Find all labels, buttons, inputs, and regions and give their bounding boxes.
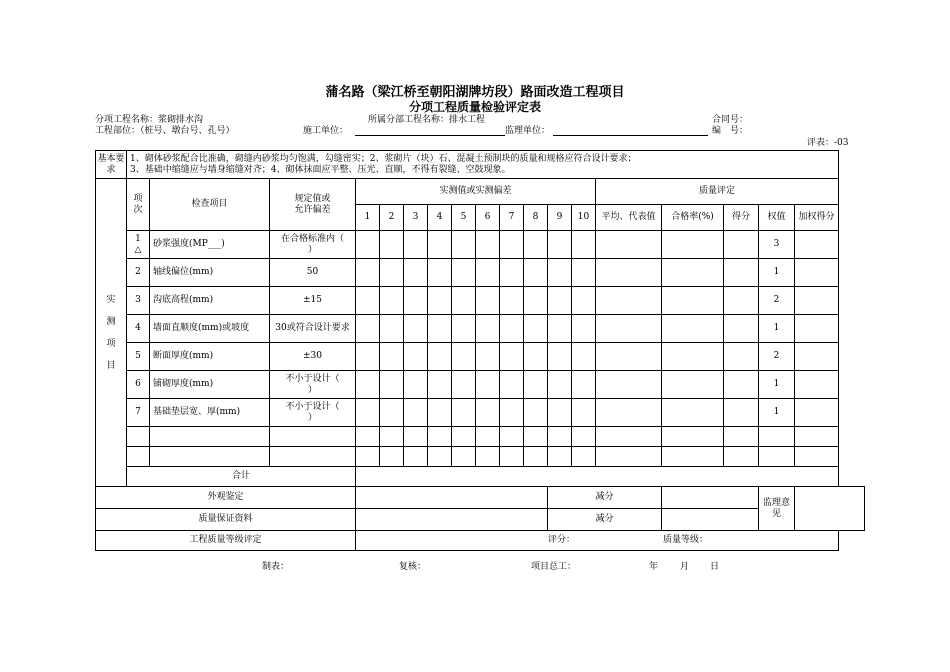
supervisor-opinion-label: 监理意见: [759, 487, 795, 531]
measured-values-header: 实测值或实测偏差: [356, 179, 596, 205]
measure-cell[interactable]: [548, 447, 572, 467]
footer-made-by: 制表：: [262, 562, 290, 572]
measure-cell[interactable]: [500, 447, 524, 467]
measure-cell[interactable]: [428, 371, 452, 399]
measure-cell[interactable]: [572, 371, 596, 399]
measure-cell[interactable]: [548, 343, 572, 371]
measure-cell[interactable]: [476, 427, 500, 447]
spec-cell[interactable]: [270, 447, 356, 467]
weight-cell[interactable]: [759, 447, 795, 467]
score-cell[interactable]: [724, 399, 759, 427]
weight-value: 1: [759, 259, 795, 287]
measure-cell[interactable]: [404, 287, 428, 315]
measure-cell[interactable]: [548, 287, 572, 315]
spec-value: [270, 399, 356, 427]
score-cell[interactable]: [724, 371, 759, 399]
spec-value-text: 在合格标准内（: [280, 233, 344, 244]
weight-value: 2: [759, 343, 795, 371]
measure-cell[interactable]: [356, 447, 380, 467]
measured-items-text: 实测项目: [106, 294, 116, 371]
pass-rate-cell[interactable]: [662, 427, 724, 447]
supervisor-opinion-cell[interactable]: [795, 487, 865, 531]
weighted-score-cell[interactable]: [795, 371, 839, 399]
spec-value: [270, 231, 356, 259]
measure-cell[interactable]: [524, 447, 548, 467]
weighted-score-cell[interactable]: [795, 427, 839, 447]
avg-cell[interactable]: [596, 427, 662, 447]
measure-cell[interactable]: [452, 399, 476, 427]
spec-value-text: 不小于设计（: [285, 401, 340, 412]
check-item-name: 轴线偏位(mm): [150, 259, 270, 287]
pass-rate-cell[interactable]: [662, 231, 724, 259]
measure-cell[interactable]: [500, 343, 524, 371]
measure-cell[interactable]: [524, 315, 548, 343]
quality-docs-deduct-label: 减分: [548, 509, 662, 531]
spec-value-text: ）: [307, 384, 317, 395]
item-no: 6: [127, 371, 150, 399]
item-no: 5: [127, 343, 150, 371]
measure-col-2: 2: [380, 205, 404, 231]
check-item-name: 砂浆强度(MP___): [150, 231, 270, 259]
measure-cell[interactable]: [476, 287, 500, 315]
weighted-score-cell[interactable]: [795, 315, 839, 343]
item-no: 2: [127, 259, 150, 287]
form-number-label: 编 号：: [712, 126, 749, 136]
weight-value: 1: [759, 315, 795, 343]
avg-cell[interactable]: [596, 287, 662, 315]
check-item-cell[interactable]: [150, 447, 270, 467]
score-cell[interactable]: [724, 447, 759, 467]
item-no-text: 1: [135, 233, 141, 244]
measure-cell[interactable]: [476, 343, 500, 371]
score-header: 得分: [724, 205, 759, 231]
measure-cell[interactable]: [548, 427, 572, 447]
weight-value: 1: [759, 371, 795, 399]
measure-cell[interactable]: [380, 287, 404, 315]
footer-month: 月: [680, 562, 690, 572]
quality-eval-header: 质量评定: [596, 179, 839, 205]
quality-docs-label: 质量保证资料: [96, 509, 356, 531]
appearance-deduct-label: 减分: [548, 487, 662, 509]
measure-col-3: 3: [404, 205, 428, 231]
measure-cell[interactable]: [572, 287, 596, 315]
basic-requirements-text: [127, 151, 839, 179]
measure-col-6: 6: [476, 205, 500, 231]
measure-cell[interactable]: [356, 287, 380, 315]
footer-year: 年: [649, 562, 659, 572]
measure-cell[interactable]: [380, 315, 404, 343]
measure-cell[interactable]: [572, 399, 596, 427]
basic-requirement-line: 1、砌体砂浆配合比准确，砌缝内砂浆均匀饱满，勾缝密实；2、浆砌片（块）石、混凝土预制块的质量和规格应符合设计要求；: [130, 153, 637, 164]
measure-cell[interactable]: [500, 427, 524, 447]
measure-cell[interactable]: [548, 371, 572, 399]
score-cell[interactable]: [724, 287, 759, 315]
measure-cell[interactable]: [572, 231, 596, 259]
pass-rate-cell[interactable]: [662, 259, 724, 287]
measure-cell[interactable]: [356, 315, 380, 343]
measure-cell[interactable]: [404, 427, 428, 447]
check-item-cell[interactable]: [150, 427, 270, 447]
measure-cell[interactable]: [452, 259, 476, 287]
spec-value-text: 不小于设计（: [285, 373, 340, 384]
measure-cell[interactable]: [500, 399, 524, 427]
measure-cell[interactable]: [452, 371, 476, 399]
weighted-score-header: 加权得分: [795, 205, 839, 231]
appearance-label: 外观鉴定: [96, 487, 356, 509]
avg-header: 平均、代表值: [596, 205, 662, 231]
project-location-label: 工程部位：（桩号、墩台号、孔号）: [95, 126, 235, 136]
appearance-cell[interactable]: [356, 487, 548, 509]
avg-cell[interactable]: [596, 231, 662, 259]
grade-label: 工程质量等级评定: [96, 531, 356, 551]
document-title: 蒲名路（梁江桥至朝阳湖牌坊段）路面改造工程项目: [325, 85, 625, 100]
spec-value: ±15: [270, 287, 356, 315]
score-cell[interactable]: [724, 259, 759, 287]
measure-cell[interactable]: [356, 399, 380, 427]
total-value-cell[interactable]: [356, 467, 839, 487]
score-cell[interactable]: [724, 315, 759, 343]
measure-col-4: 4: [428, 205, 452, 231]
item-no: [127, 231, 150, 259]
spec-header-line: 规定值或: [294, 193, 331, 204]
measure-cell[interactable]: [428, 315, 452, 343]
measure-cell[interactable]: [572, 259, 596, 287]
measure-cell[interactable]: [500, 315, 524, 343]
basic-requirement-line: 3、基础中缩缝应与墙身缩缝对齐；4、砌体抹面应平整、压光、直顺，不得有裂缝、空鼓现象。: [130, 164, 511, 175]
total-label: 合计: [127, 467, 356, 487]
measure-col-8: 8: [524, 205, 548, 231]
quality-grade-label: 质量等级：: [663, 535, 709, 545]
measure-col-5: 5: [452, 205, 476, 231]
measure-col-7: 7: [500, 205, 524, 231]
measure-cell[interactable]: [524, 399, 548, 427]
item-no: 3: [127, 287, 150, 315]
spec-value: 30或符合设计要求: [270, 315, 356, 343]
spec-header-line: 允许偏差: [294, 204, 331, 215]
weight-value: 1: [759, 399, 795, 427]
form-code: 评表：-03: [807, 138, 849, 148]
footer-day: 日: [710, 562, 720, 572]
measure-cell[interactable]: [524, 231, 548, 259]
measure-cell[interactable]: [380, 343, 404, 371]
avg-cell[interactable]: [596, 447, 662, 467]
measure-cell[interactable]: [524, 371, 548, 399]
pass-rate-cell[interactable]: [662, 315, 724, 343]
measure-cell[interactable]: [572, 447, 596, 467]
measure-cell[interactable]: [500, 371, 524, 399]
measure-cell[interactable]: [524, 343, 548, 371]
measure-cell[interactable]: [428, 399, 452, 427]
measure-col-9: 9: [548, 205, 572, 231]
measure-cell[interactable]: [428, 259, 452, 287]
spec-value-text: ）: [307, 244, 317, 255]
measure-cell[interactable]: [380, 371, 404, 399]
check-item-header: 检查项目: [150, 179, 270, 231]
measure-cell[interactable]: [476, 315, 500, 343]
measure-cell[interactable]: [452, 427, 476, 447]
weighted-score-cell[interactable]: [795, 447, 839, 467]
spec-value: 50: [270, 259, 356, 287]
footer-reviewer: 复核：: [399, 562, 427, 572]
supervisor-underline: [553, 135, 708, 136]
measure-cell[interactable]: [380, 427, 404, 447]
measure-col-10: 10: [572, 205, 596, 231]
spec-value: ±30: [270, 343, 356, 371]
measure-cell[interactable]: [404, 371, 428, 399]
pass-rate-cell[interactable]: [662, 399, 724, 427]
measure-cell[interactable]: [524, 427, 548, 447]
measure-cell[interactable]: [380, 231, 404, 259]
measure-cell[interactable]: [356, 371, 380, 399]
measure-cell[interactable]: [404, 231, 428, 259]
measure-cell[interactable]: [452, 287, 476, 315]
pass-rate-cell[interactable]: [662, 371, 724, 399]
quality-docs-cell[interactable]: [356, 509, 548, 531]
spec-value: [270, 371, 356, 399]
weighted-score-cell[interactable]: [795, 231, 839, 259]
check-item-name: 铺砌厚度(mm): [150, 371, 270, 399]
measure-cell[interactable]: [452, 231, 476, 259]
weighted-score-cell[interactable]: [795, 343, 839, 371]
weight-header: 权值: [759, 205, 795, 231]
measure-cell[interactable]: [476, 399, 500, 427]
measure-cell[interactable]: [404, 399, 428, 427]
item-no: 4: [127, 315, 150, 343]
measure-cell[interactable]: [572, 315, 596, 343]
measure-cell[interactable]: [428, 427, 452, 447]
spec-header: [270, 179, 356, 231]
avg-cell[interactable]: [596, 343, 662, 371]
empty-cell: [127, 447, 150, 467]
measure-cell[interactable]: [572, 427, 596, 447]
contractor-label: 施工单位：: [303, 126, 349, 136]
pass-rate-header: 合格率(%): [662, 205, 724, 231]
contractor-underline: [355, 135, 505, 136]
measure-cell[interactable]: [500, 287, 524, 315]
measure-col-1: 1: [356, 205, 380, 231]
weight-cell[interactable]: [759, 427, 795, 447]
item-no-header-text: 项次: [133, 193, 143, 215]
measure-cell[interactable]: [428, 447, 452, 467]
measure-cell[interactable]: [452, 447, 476, 467]
measure-cell[interactable]: [548, 399, 572, 427]
spec-cell[interactable]: [270, 427, 356, 447]
spec-value-text: ）: [307, 412, 317, 423]
weight-value: 3: [759, 231, 795, 259]
measure-cell[interactable]: [380, 259, 404, 287]
weight-value: 2: [759, 287, 795, 315]
empty-cell: [127, 427, 150, 447]
measure-cell[interactable]: [476, 371, 500, 399]
measure-cell[interactable]: [356, 427, 380, 447]
avg-cell[interactable]: [596, 259, 662, 287]
measure-cell[interactable]: [356, 259, 380, 287]
measure-cell[interactable]: [428, 231, 452, 259]
measure-cell[interactable]: [476, 231, 500, 259]
pass-rate-cell[interactable]: [662, 447, 724, 467]
weighted-score-cell[interactable]: [795, 399, 839, 427]
key-item-mark: △: [134, 244, 142, 255]
sub-project-name: 分项工程名称：浆砌排水沟: [95, 115, 204, 125]
avg-cell[interactable]: [596, 399, 662, 427]
measure-cell[interactable]: [404, 315, 428, 343]
measure-cell[interactable]: [404, 343, 428, 371]
check-item-name: 断面厚度(mm): [150, 343, 270, 371]
appearance-deduct-cell[interactable]: [662, 487, 759, 509]
measure-cell[interactable]: [548, 231, 572, 259]
measure-cell[interactable]: [428, 287, 452, 315]
measure-cell[interactable]: [428, 343, 452, 371]
measure-cell[interactable]: [476, 447, 500, 467]
item-no-header: [127, 179, 150, 231]
quality-docs-deduct-cell[interactable]: [662, 509, 759, 531]
check-item-name: 墙面直顺度(mm)或坡度: [150, 315, 270, 343]
measure-cell[interactable]: [404, 259, 428, 287]
measure-cell[interactable]: [500, 231, 524, 259]
parent-project-name: 所属分部工程名称：排水工程: [368, 115, 486, 125]
measure-cell[interactable]: [572, 343, 596, 371]
measure-cell[interactable]: [452, 315, 476, 343]
form-title: 分项工程质量检验评定表: [408, 100, 541, 114]
pass-rate-cell[interactable]: [662, 343, 724, 371]
check-item-name: 沟底高程(mm): [150, 287, 270, 315]
basic-requirements-label: 基本要求: [96, 151, 127, 179]
weighted-score-cell[interactable]: [795, 259, 839, 287]
pass-rate-cell[interactable]: [662, 287, 724, 315]
score-label: 评分：: [548, 535, 576, 545]
measure-cell[interactable]: [452, 343, 476, 371]
measure-cell[interactable]: [548, 259, 572, 287]
avg-cell[interactable]: [596, 315, 662, 343]
measure-cell[interactable]: [380, 447, 404, 467]
measured-items-label: [96, 179, 127, 487]
measure-cell[interactable]: [356, 231, 380, 259]
measure-cell[interactable]: [404, 447, 428, 467]
measure-cell[interactable]: [524, 259, 548, 287]
measure-cell[interactable]: [380, 399, 404, 427]
measure-cell[interactable]: [524, 287, 548, 315]
check-item-name: 基础垫层宽、厚(mm): [150, 399, 270, 427]
score-cell[interactable]: [724, 231, 759, 259]
item-no: 7: [127, 399, 150, 427]
avg-cell[interactable]: [596, 371, 662, 399]
weighted-score-cell[interactable]: [795, 287, 839, 315]
score-cell[interactable]: [724, 427, 759, 447]
measure-cell[interactable]: [548, 315, 572, 343]
score-cell[interactable]: [724, 343, 759, 371]
measure-cell[interactable]: [500, 259, 524, 287]
grade-row: [356, 531, 839, 551]
footer-chief-engineer: 项目总工：: [531, 562, 577, 572]
quality-inspection-table: [95, 150, 865, 551]
measure-cell[interactable]: [356, 343, 380, 371]
measure-cell[interactable]: [476, 259, 500, 287]
supervisor-unit-label: 监理单位：: [505, 126, 551, 136]
contract-number-label: 合同号：: [712, 115, 749, 125]
